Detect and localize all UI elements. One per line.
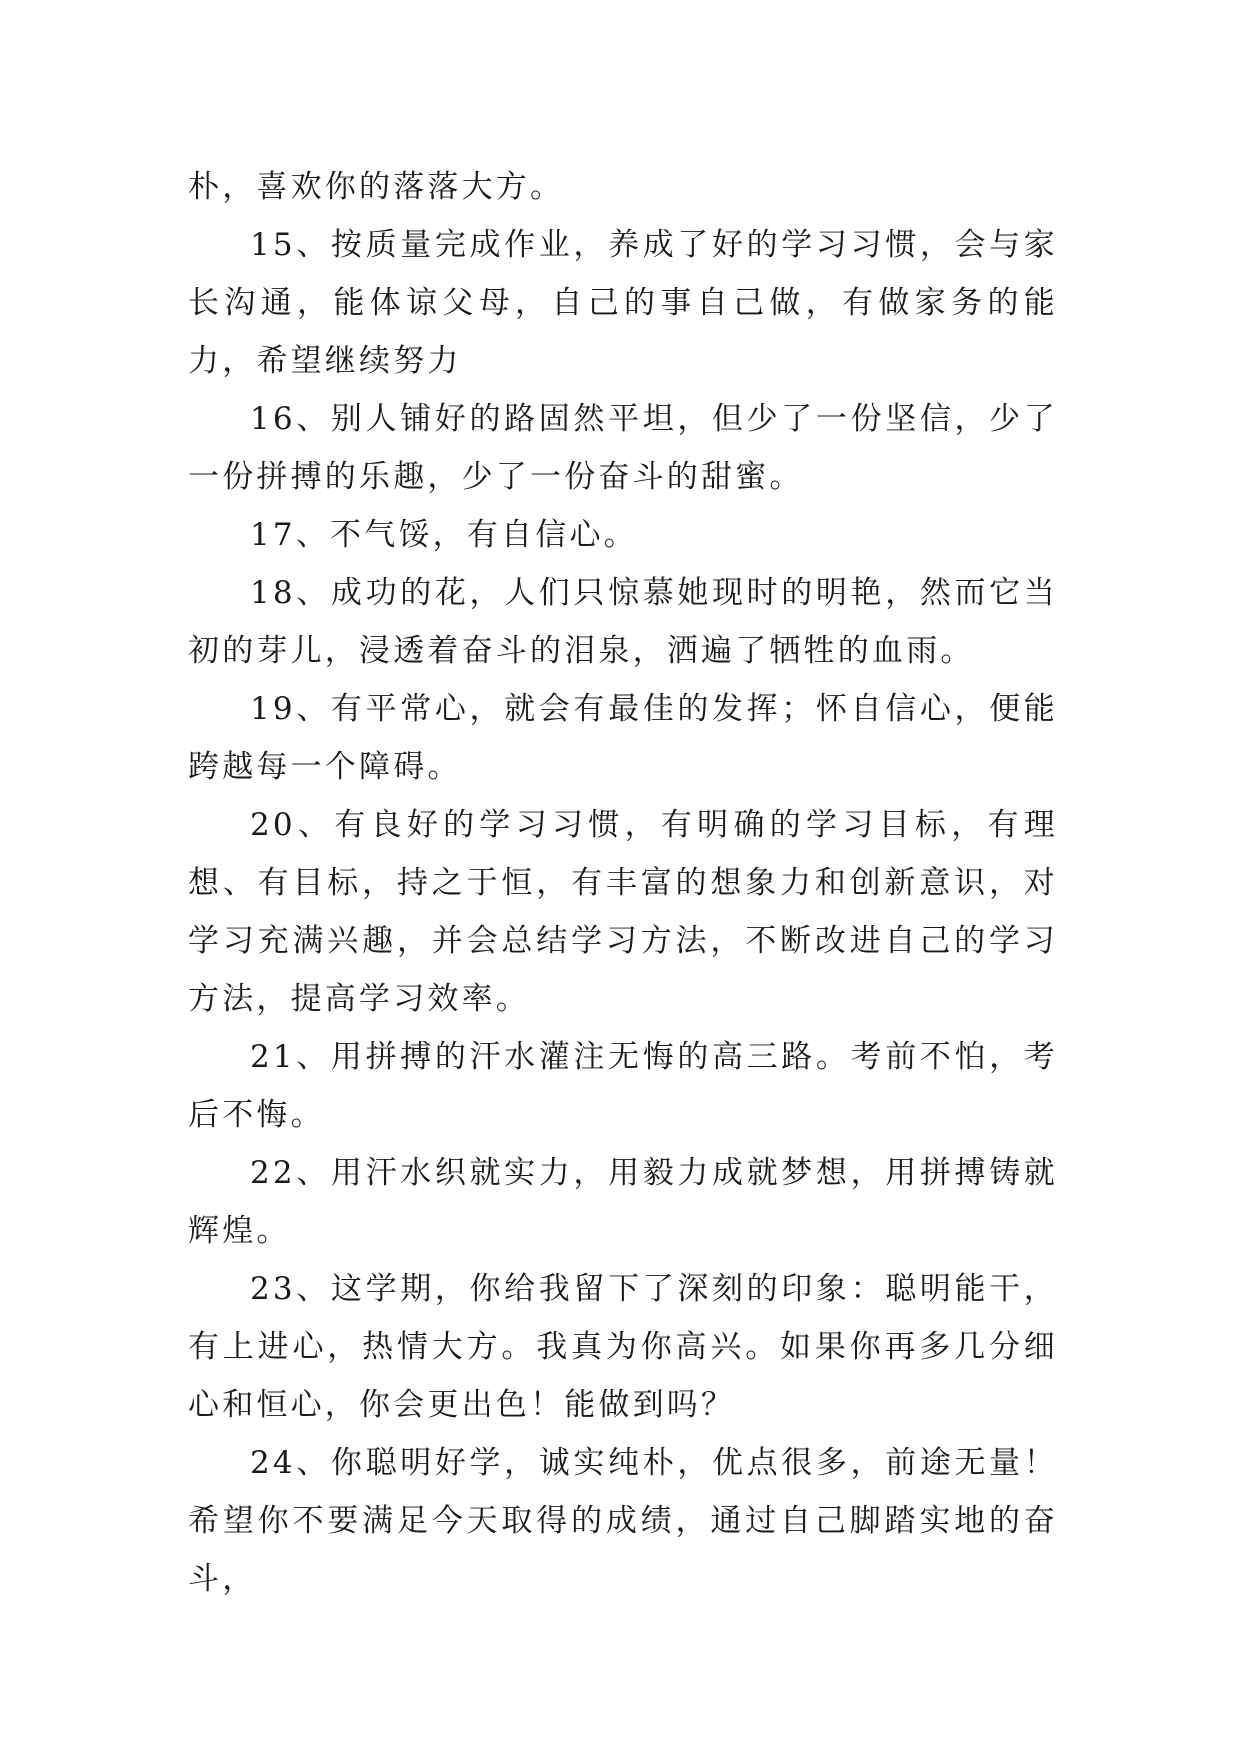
paragraph-24: 24、你聪明好学，诚实纯朴，优点很多，前途无量！希望你不要满足今天取得的成绩，通过自己脚踏实地的奋斗， bbox=[188, 1445, 1058, 1597]
paragraph-23: 23、这学期，你给我留下了深刻的印象：聪明能干，有上进心，热情大方。我真为你高兴。如果你再多几分细心和恒心，你会更出色！能做到吗？ bbox=[188, 1271, 1058, 1423]
paragraph-18: 18、成功的花，人们只惊慕她现时的明艳，然而它当初的芽儿，浸透着奋斗的泪泉，洒遍了牺牲的血雨。 bbox=[188, 575, 1058, 669]
paragraph-21: 21、用拼搏的汗水灌注无悔的高三路。考前不怕，考后不悔。 bbox=[188, 1039, 1058, 1133]
paragraph-17: 17、不气馁，有自信心。 bbox=[250, 517, 638, 553]
paragraph-continuation: 朴，喜欢你的落落大方。 bbox=[188, 169, 565, 205]
document-body bbox=[188, 158, 1058, 1608]
paragraph-16: 16、别人铺好的路固然平坦，但少了一份坚信，少了一份拼搏的乐趣，少了一份奋斗的甜蜜。 bbox=[188, 401, 1058, 495]
paragraph-22: 22、用汗水织就实力，用毅力成就梦想，用拼搏铸就辉煌。 bbox=[188, 1155, 1058, 1249]
paragraph-20: 20、有良好的学习习惯，有明确的学习目标，有理想、有目标，持之于恒，有丰富的想象力和创新意识，对学习充满兴趣，并会总结学习方法，不断改进自己的学习方法，提高学习效率。 bbox=[188, 807, 1058, 1017]
paragraph-19: 19、有平常心，就会有最佳的发挥；怀自信心，便能跨越每一个障碍。 bbox=[188, 691, 1058, 785]
paragraph-15: 15、按质量完成作业，养成了好的学习习惯，会与家长沟通，能体谅父母，自己的事自己做，有做家务的能力，希望继续努力 bbox=[188, 227, 1058, 379]
